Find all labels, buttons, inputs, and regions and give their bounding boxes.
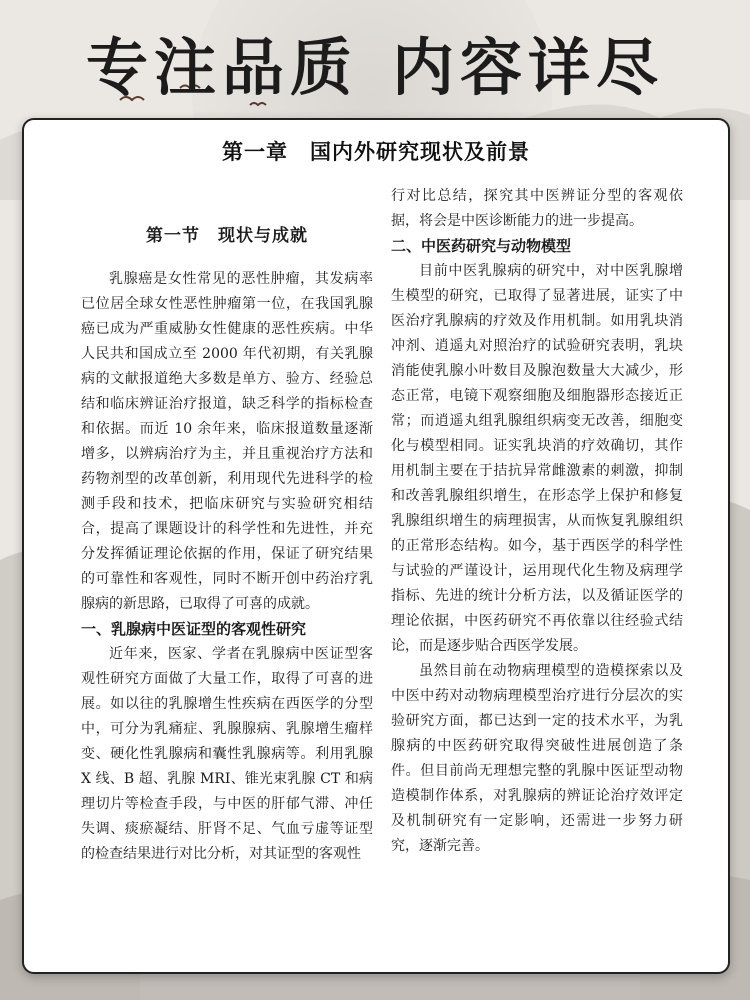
paragraph-tcm-research: 目前中医乳腺病的研究中，对中医乳腺增生模型的研究，已取得了显著进展，证实了中医治疗乳腺病的疗效及作用机制。如用乳块消冲剂、逍遥丸对照治疗的试验研究表明，乳块消能使乳腺小叶数目及腺泡数量大大减少，形态正常，电镜下观察细胞及细胞器形态接近正常；而逍遥丸组乳腺组织病变无改善，细胞变化与模型相同。证实乳块消的疗效确切，其作用机制主要在于拮抗异常雌激素的刺激，抑制和改善乳腺组织增生，在形态学上保护和修复乳腺组织增生的病理损害，从而恢复乳腺组织的正常形态结构。如今，基于西医学的科学性与试验的严谨设计，运用现代化生物及病理学指标、先进的统计分析方法，以及循证医学的理论依据，中医药研究不再依靠以往经验式结论，而是逐步贴合西医学发展。	[391, 263, 683, 654]
subsection-title-2: 二、中医药研究与动物模型	[391, 237, 572, 255]
paragraph-intro: 乳腺癌是女性常见的恶性肿瘤，其发病率已位居全球女性恶性肿瘤第一位，在我国乳腺癌已成为严重威胁女性健康的恶性疾病。中华人民共和国成立至 2000 年代初期，有关乳腺病的文献报道绝大多数是单方、验方、经验总结和临床辨证治疗报道，缺乏科学的指标检查和依据。而近 10 余年来，临床报道数量逐渐增多，以辨病治疗为主，并且重视治疗方法和药物剂型的改革创新，利用现代先进科学的检测手段和技术，把临床研究与实验研究相结合，提高了课题设计的科学性和先进性，并充分发挥循证理论依据的作用，保证了研究结果的可靠性和客观性，同时不断开创中药治疗乳腺病的新思路，已取得了可喜的成就。	[81, 271, 373, 612]
paragraph-animal-model: 虽然目前在动物病理模型的造模探索以及中医中药对动物病理模型治疗进行分层次的实验研究方面，都已达到一定的技术水平，为乳腺病的中医药研究取得突破性进展创造了条件。但目前尚无理想完整的乳腺中医证型动物造模制作体系，对乳腺病的辨证论治疗效评定及机制研究有一定影响，还需进一步努力研究，逐渐完善。	[391, 663, 683, 854]
left-column	[81, 216, 373, 867]
banner-text-detail: 内容详尽	[392, 31, 665, 104]
book-page-card	[22, 118, 730, 974]
promo-banner-title	[0, 18, 750, 107]
section-title: 第一节 现状与成就	[146, 226, 308, 246]
subsection-title-1: 一、乳腺病中医证型的客观性研究	[81, 620, 307, 638]
chapter-title: 第一章 国内外研究现状及前景	[222, 139, 530, 164]
paragraph-syndrome-research: 近年来，医家、学者在乳腺病中医证型客观性研究方面做了大量工作，取得了可喜的进展。如以往的乳腺增生性疾病在西医学的分型中，可分为乳痛症、乳腺腺病、乳腺增生瘤样变、硬化性乳腺病和囊性乳腺病等。利用乳腺 X 线、B 超、乳腺 MRI、锥光束乳腺 CT 和病理切片等检查手段，与中医的肝郁气滞、冲任失调、痰瘀凝结、肝肾不足、气血亏虚等证型的检查结果进行对比分析，对其证型的客观性	[81, 646, 373, 862]
paragraph-continued: 行对比总结，探究其中医辨证分型的客观依据，将会是中医诊断能力的进一步提高。	[391, 188, 683, 229]
banner-text-quality: 专注品质	[85, 31, 358, 104]
right-column	[391, 184, 683, 859]
